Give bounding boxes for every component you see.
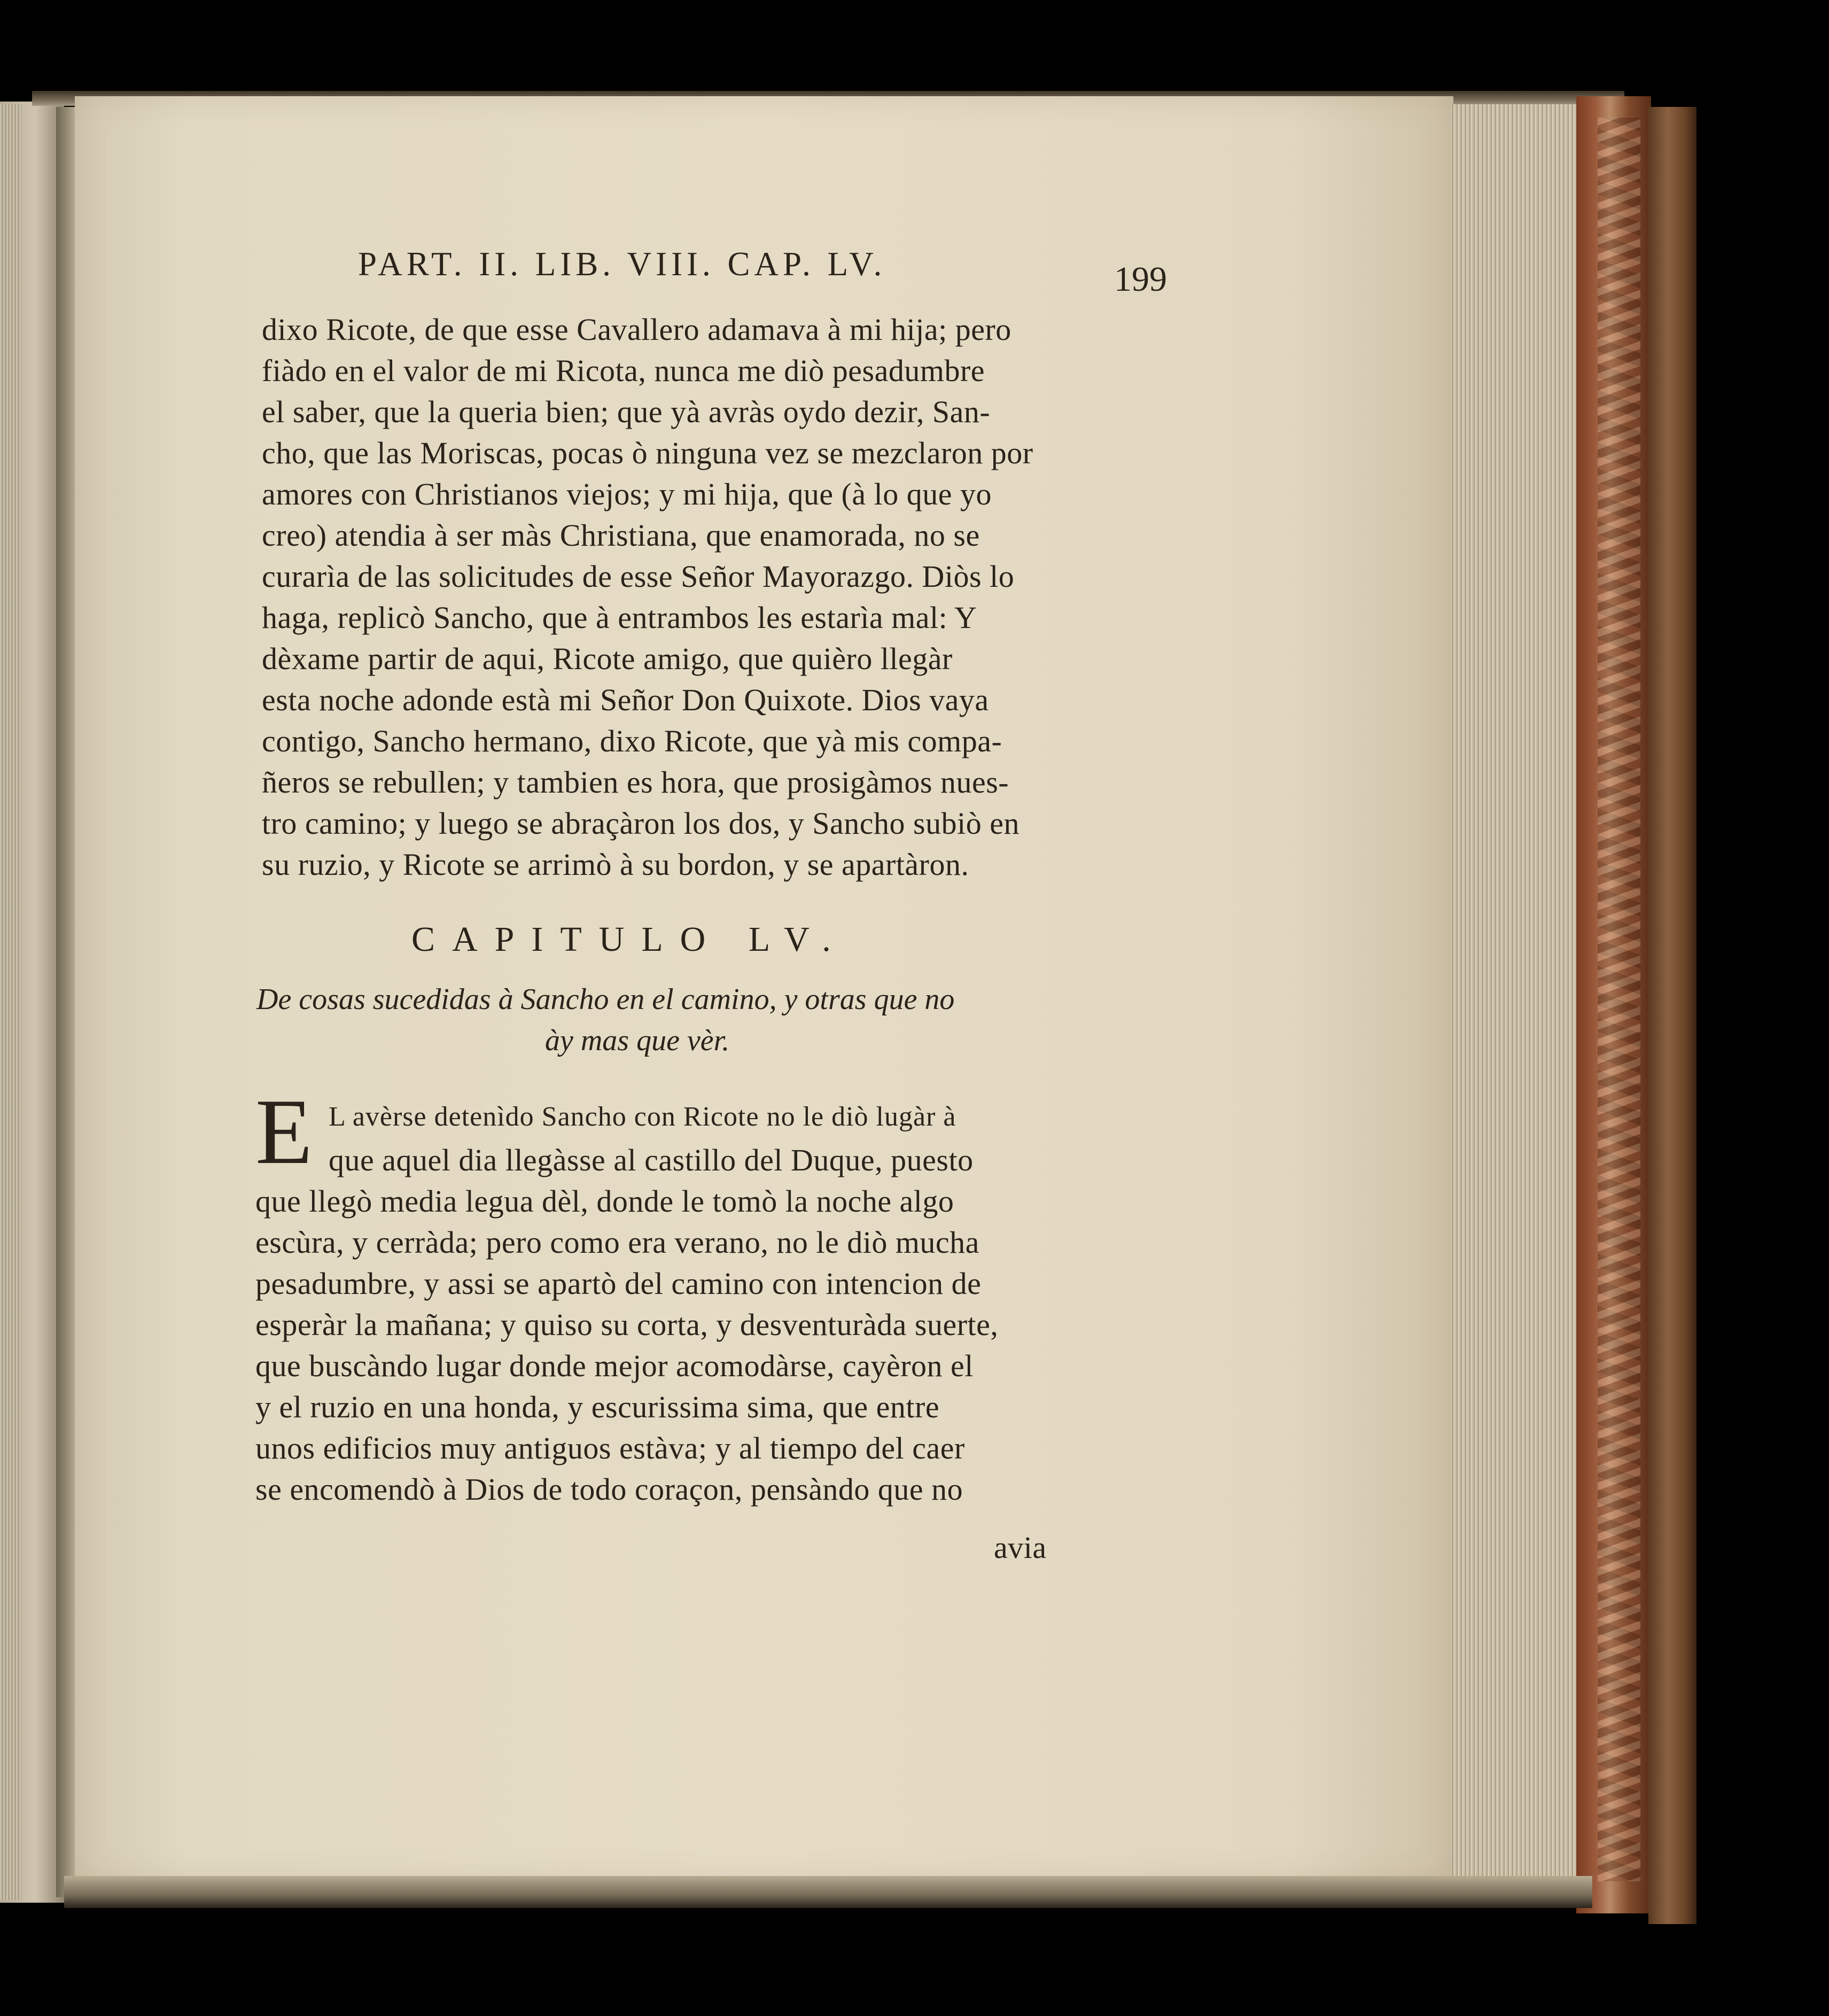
text-line: fiàdo en el valor de mi Ricota, nunca me diò pesadumbre <box>262 353 985 388</box>
marbled-edge <box>1598 118 1640 1881</box>
text-line: que buscàndo lugar donde mejor acomodàrse, cayèron el <box>255 1348 974 1383</box>
text-line: dèxame partir de aqui, Ricote amigo, que quièro llegàr <box>262 641 953 676</box>
chapter-subtitle-continued: ày mas que vèr. <box>545 1024 730 1057</box>
text-line: ñeros se rebullen; y tambien es hora, que prosigàmos nues- <box>262 765 1009 800</box>
text-line: unos edificios muy antiguos estàva; y al tiempo del caer <box>255 1431 965 1466</box>
chapter-title: CAPITULO LV. <box>411 920 848 959</box>
text-line: que llegò media legua dèl, donde le tomò la noche algo <box>255 1184 954 1219</box>
text-line: cho, que las Moriscas, pocas ò ninguna vez se mezclaron por <box>262 436 1033 470</box>
text-line: curarìa de las solicitudes de esse Señor Mayorazgo. Diòs lo <box>262 559 1015 594</box>
text-line: esta noche adonde està mi Señor Don Quixote. Dios vaya <box>262 683 989 717</box>
left-page-block <box>0 104 21 1900</box>
text-line: su ruzio, y Ricote se arrimò à su bordon, y se apartàron. <box>262 847 969 882</box>
text-line: se encomendò à Dios de todo coraçon, pensàndo que no <box>255 1472 963 1507</box>
text-line: esperàr la mañana; y quiso su corta, y desventuràda suerte, <box>255 1307 999 1342</box>
bottom-edge <box>64 1876 1592 1908</box>
text-line: tro camino; y luego se abraçàron los dos, y Sancho subiò en <box>262 806 1019 841</box>
text-line: contigo, Sancho hermano, dixo Ricote, que yà mis compa- <box>262 724 1002 758</box>
text-line: que aquel dia llegàsse al castillo del Duque, puesto <box>329 1143 974 1177</box>
drop-cap: E <box>255 1080 313 1183</box>
page-block-edge <box>1451 104 1579 1876</box>
text-line: el saber, que la queria bien; que yà avràs oydo dezir, San- <box>262 394 991 429</box>
text-line: creo) atendia à ser màs Christiana, que enamorada, no se <box>262 518 980 553</box>
book-spine <box>1648 107 1696 1924</box>
chapter-subtitle: De cosas sucedidas à Sancho en el camino, y otras que no <box>256 983 955 1016</box>
text-line: escùra, y cerràda; pero como era verano, no le diò mucha <box>255 1225 979 1260</box>
text-line: dixo Ricote, de que esse Cavallero adamava à mi hija; pero <box>262 312 1011 347</box>
text-line: L avèrse detenìdo Sancho con Ricote no le diò lugàr à <box>329 1102 956 1132</box>
page-number: 199 <box>1114 260 1167 299</box>
catchword: avia <box>994 1530 1047 1565</box>
text-line: haga, replicò Sancho, que à entrambos les estarìa mal: Y <box>262 600 977 635</box>
text-line: amores con Christianos viejos; y mi hija, que (à lo que yo <box>262 477 992 511</box>
text-line: y el ruzio en una honda, y escurissima sima, que entre <box>255 1390 940 1424</box>
text-line: pesadumbre, y assi se apartò del camino con intencion de <box>255 1266 982 1301</box>
running-header: PART. II. LIB. VIII. CAP. LV. <box>358 245 886 283</box>
